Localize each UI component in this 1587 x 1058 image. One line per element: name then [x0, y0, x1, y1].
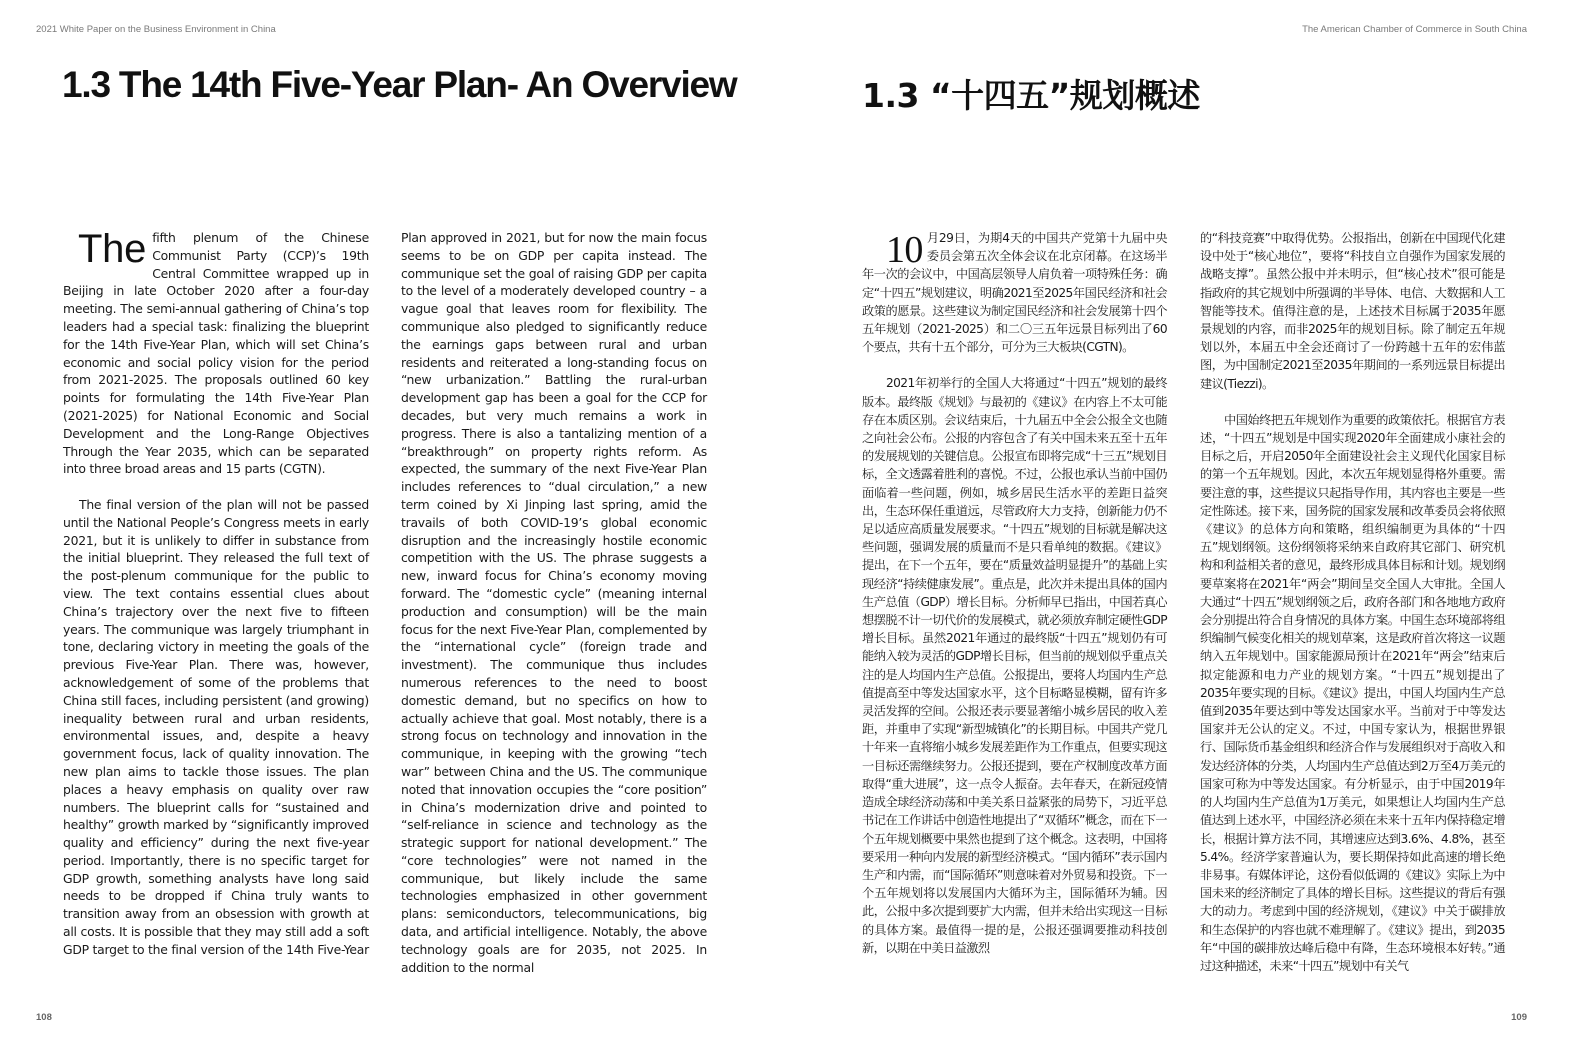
page-title-chinese: 1.3 “十四五”规划概述 — [862, 76, 1200, 115]
drop-cap: The — [78, 227, 147, 271]
running-header-right: The American Chamber of Commerce in South China — [1302, 24, 1527, 35]
drop-cap-number: 10 — [886, 229, 923, 271]
chinese-paragraph-3: 的“科技竞赛”中取得优势。公报指出，创新在中国现代化建设中处于“核心地位”，要将“科技自立自强作为国家发展的战略支撑”。虽然公报中并未明示，但“核心技术”很可能是指政府的其它规划中所强调的半导体、电信、大数据和人工智能等技术。值得注意的是，上述技术目标属于2035年愿景规划的内容，而非2025年的规划目标。除了制定五年规划以外，本届五中全会还商讨了一份跨越十五年的宏伟蓝图，为中国制定2021至2035年期间的一系列远景目标提出建议(Tiezzi)。 — [1200, 231, 1505, 391]
chinese-paragraph-1-text: 月29日，为期4天的中国共产党第十九届中央委员会第五次全体会议在北京闭幕。在这场半年一次的会议中，中国高层领导人肩负着一项特殊任务：确定“十四五”规划建议，明确2021至2025年国民经济和社会政策的愿景。这些建议为制定国民经济和社会发展第十四个五年规划（2021-2025）和二〇三五年远景目标列出了60个要点，共有十五个部分，可分为三大板块(CGTN)。 — [862, 231, 1167, 355]
chinese-paragraph-4: 中国始终把五年规划作为重要的政策依托。根据官方表述，“十四五”规划是中国实现2020年全面建成小康社会的目标之后，开启2050年全面建设社会主义现代化国家目标的第一个五年规划。因此，本次五年规划显得格外重要。需要注意的事，这些提议只起指导作用，其内容也主要是一些定性陈述。接下来，国务院的国家发展和改革委员会将依照《建议》的总体方向和策略，组织编制更为具体的“十四五”规划纲领。这份纲领将采纳来自政府其它部门、研究机构和利益相关者的意见，最终形成具体目标和计划。规划纲要草案将在2021年“两会”期间呈交全国人大审批。全国人大通过“十四五”规划纲领之后，政府各部门和各地地方政府会分别提出符合自身情况的具体方案。中国生态环境部将组织编制气候变化相关的规划草案，这是政府首次将这一议题纳入五年规划中。国家能源局预计在2021年“两会”结束后拟定能源和电力产业的规划方案。“十四五”规划提出了2035年要实现的目标。《建议》提出，中国人均国内生产总值到2035年要达到中等发达国家水平。当前对于中等发达国家并无公认的定义。不过，中国专家认为，根据世界银行、国际货币基金组织和经济合作与发展组织对于高收入和发达经济体的分类，人均国内生产总值达到2万至4万美元的国家可称为中等发达国家。有分析显示，由于中国2019年的人均国内生产总值为1万美元，如果想让人均国内生产总值达到上述水平，中国经济必须在未来十五年内保持稳定增长，根据计算方法不同，其增速应达到3.6%、4.8%，甚至5.4%。经济学家普遍认为，要长期保持如此高速的增长绝非易事。有媒体评论，这份看似低调的《建议》实际上为中国未来的经济制定了具体的增长目标。这些提议的背后有强大的动力。考虑到中国的经济规划，《建议》中关于碳排放和生态保护的内容也就不难理解了。《建议》提出，到2035年“中国的碳排放达峰后稳中有降，生态环境根本好转。”通过这种描述，未来“十四五”规划中有关气 — [1200, 412, 1505, 973]
chinese-paragraph-1 — [862, 229, 1167, 356]
page-number-right: 109 — [1511, 1012, 1527, 1023]
page-title-english: 1.3 The 14th Five-Year Plan- An Overview — [62, 64, 737, 105]
english-paragraph-1 — [63, 229, 369, 478]
running-header-left: 2021 White Paper on the Business Environment in China — [36, 24, 276, 35]
chinese-paragraph-2: 2021年初举行的全国人大将通过“十四五”规划的最终版本。最终版《规划》与最初的《建议》在内容上不太可能存在本质区别。会议结束后，十九届五中全会公报全文也随之向社会公布。公报的内容包含了有关中国未来五至十五年的发展规划的关键信息。公报宣布即将完成“十三五”规划目标，全文透露着胜利的喜悦。不过，公报也承认当前中国仍面临着一些问题，例如，城乡居民生活水平的差距日益突出，生态环保任重道远，尽管政府大力支持，创新能力仍不足以适应高质量发展要求。“十四五”规划的目标就是解决这些问题，强调发展的质量而不是只看单纯的数据。《建议》提出，在下一个五年，要在“质量效益明显提升”的基础上实现经济“持续健康发展”。重点是，此次并未提出具体的国内生产总值（GDP）增长目标。分析师早已指出，中国若真心想摆脱不计一切代价的发展模式，就必须放弃制定硬性GDP增长目标。虽然2021年通过的最终版“十四五”规划仍有可能纳入较为灵活的GDP增长目标，但当前的规划似乎重点关注的是人均国内生产总值。公报提出，要将人均国内生产总值提高至中等发达国家水平，这个目标略显模糊，留有许多灵活发挥的空间。公报还表示要显著缩小城乡居民的收入差距，并重申了实现“新型城镇化”的长期目标。中国共产党几十年来一直将缩小城乡发展差距作为工作重点，但要实现这一目标还需继续努力。公报还提到，要在产权制度改革方面取得“重大进展”，这一点令人振奋。去年春天，在新冠疫情造成全球经济动荡和中美关系日益紧张的局势下，习近平总书记在工作讲话中创造性地提出了“双循环”概念，而在下一个五年规划概要中果然也提到了这个概念。这表明，中国将要采用一种向内发展的新型经济模式。“国内循环”表示国内生产和内需，而“国际循环”则意味着对外贸易和投资。下一个五年规划将以发展国内大循环为主，国际循环为辅。因此，公报中多次提到要扩大内需，但并未给出实现这一目标的具体方案。最值得一提的是，公报还强调要推动科技创新，以期在中美日益激烈 — [862, 376, 1167, 955]
english-column-2 — [401, 229, 707, 976]
chinese-column-1 — [862, 229, 1167, 957]
chinese-column-2 — [1200, 229, 1505, 975]
english-paragraph-1-text: fifth plenum of the Chinese Communist Party (CCP)’s 19th Central Committee wrapped up in Beijing in late October 2020 after a four-day meeting. The semi-annual gathering of China’s top leaders had a special task: finalizing the blueprint for the 14th Five-Year Plan, which will set China’s economic and social policy vision for the period from 2021-2025. The proposals outlined 60 key points for formulating the 14th Five-Year Plan (2021-2025) for National Economic and Social Development and the Long-Range Objectives Through the Year 2035, which can be separated into three broad areas and 15 parts (CGTN). — [63, 230, 369, 477]
english-column-1 — [63, 229, 369, 959]
page-number-left: 108 — [36, 1012, 52, 1023]
english-paragraph-3: Plan approved in 2021, but for now the main focus seems to be on GDP per capita instead. The communique set the goal of raising GDP per capita to the level of a moderately developed country – a vague goal that leaves room for flexibility. The communique also pledged to significantly reduce the earnings gaps between rural and urban residents and reiterated a long-standing focus on “new urbanization.” Battling the rural-urban development gap has been a goal for the CCP for decades, but very much remains a work in progress. There is also a tantalizing mention of a “breakthrough” on property rights reform. As expected, the summary of the next Five-Year Plan includes references to “dual circulation,” a new term coined by Xi Jinping last spring, amid the travails of both COVID-19’s global economic disruption and the increasingly hostile economic competition with the US. The phrase suggests a new, inward focus for China’s economy moving forward. The “domestic cycle” (meaning internal production and consumption) will be the main focus for the next Five-Year Plan, complemented by the “international cycle” (foreign trade and investment). The communique thus includes numerous references to the need to boost domestic demand, but no specifics on how to actually achieve that goal. Most notably, there is a strong focus on technology and innovation in the communique, in keeping with the growing “tech war” between China and the US. The communique noted that innovation occupies the “core position” in China’s modernization drive and pointed to “self-reliance in science and technology as the strategic support for national development.” The “core technologies” were not named in the communique, but likely include the same technologies emphasized in other government plans: semiconductors, telecommunications, big data, and artificial intelligence. Notably, the above technology goals are for 2035, not 2025. In addition to the normal — [401, 230, 707, 975]
english-paragraph-2: The final version of the plan will not be passed until the National People’s Congress meets in early 2021, but it is unlikely to differ in substance from the initial blueprint. They released the full text of the post-plenum communique for the public to view. The text contains essential clues about China’s trajectory over the next five to fifteen years. The communique was largely triumphant in tone, declaring victory in meeting the goals of the previous Five-Year Plan. There was, however, acknowledgement of some of the problems that China still faces, including persistent (and growing) inequality between rural and urban residents, environmental issues, and, despite a heavy government focus, lack of quality innovation. The new plan aims to tackle those issues. The plan places a heavy emphasis on quality over raw numbers. The blueprint calls for “sustained and healthy” growth marked by “significantly improved quality and efficiency” during the next five-year period. Importantly, there is no specific target for GDP growth, something analysts have long said needs to be dropped if China truly wants to transition away from an obsession with growth at all costs. It is possible that they may still add a soft GDP target to the final version of the 14th Five-Year — [63, 496, 369, 957]
